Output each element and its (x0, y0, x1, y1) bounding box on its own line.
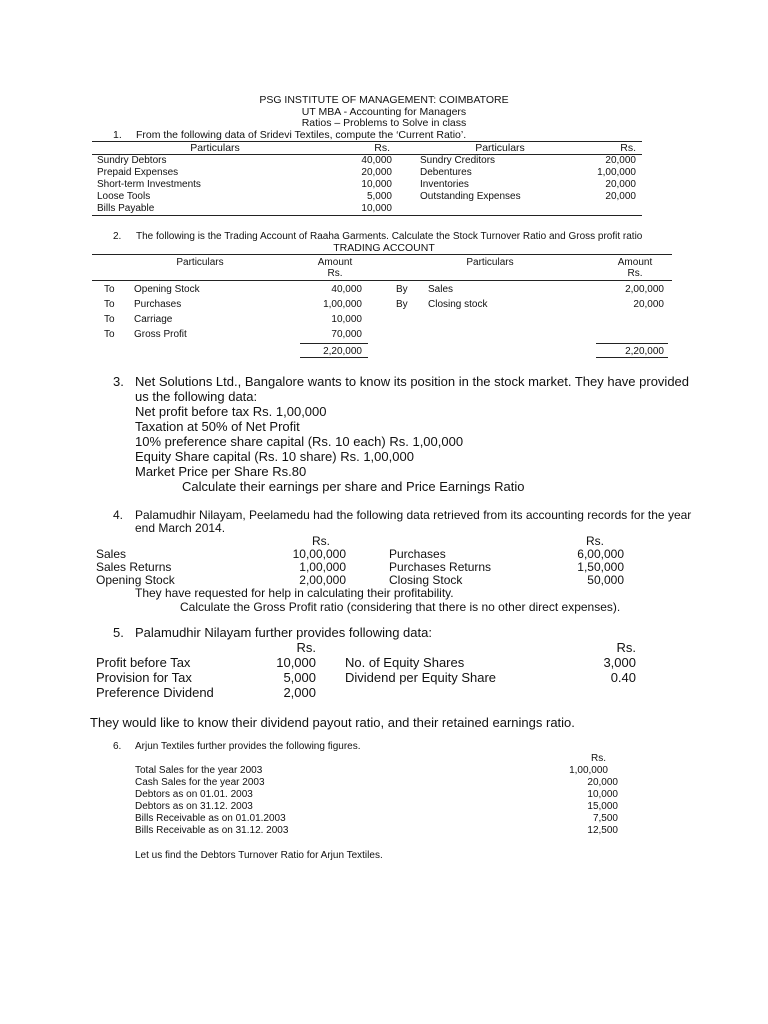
q2-col-particulars-right: Particulars (466, 257, 514, 268)
table-row-label: Carriage (134, 314, 173, 325)
q5-text: Palamudhir Nilayam further provides following data: (135, 625, 432, 640)
table-row-value: 0.40 (610, 670, 636, 685)
table-row-label: Purchases Returns (389, 560, 492, 574)
table-row-prefix: By (396, 284, 408, 295)
table-row-label: Debtors as on 01.01. 2003 (135, 789, 253, 800)
table-row-value: 2,000 (283, 685, 316, 700)
table-row-value: 1,00,000 (299, 560, 346, 574)
table-row-label: Opening Stock (134, 284, 200, 295)
course-title: UT MBA - Accounting for Managers (301, 106, 467, 118)
table-row-label: Dividend per Equity Share (345, 670, 497, 685)
table-row-label: Prepaid Expenses (97, 167, 179, 178)
table-row-label: Preference Dividend (96, 685, 214, 700)
table-row-value: 7,500 (592, 813, 618, 824)
table-row-value: 20,000 (587, 777, 618, 788)
q1-col-rs-right: Rs. (620, 142, 636, 154)
table-row-label: Total Sales for the year 2003 (135, 765, 263, 776)
table-row-value: 20,000 (633, 299, 664, 310)
table-row-label: Opening Stock (96, 573, 175, 587)
q3-item: 10% preference share capital (Rs. 10 each) Rs. 1,00,000 (135, 434, 464, 449)
q2-col-rs-right: Rs. (627, 268, 643, 279)
q5-task: They would like to know their dividend payout ratio, and their retained earnings ratio. (90, 715, 575, 730)
table-row-label: Loose Tools (97, 191, 151, 202)
q6-task: Let us find the Debtors Turnover Ratio for Arjun Textiles. (135, 850, 383, 861)
table-row-label: Bills Receivable as on 01.01.2003 (135, 813, 286, 824)
q2-col-rs-left: Rs. (327, 268, 343, 279)
q4-note: They have requested for help in calculating their profitability. (135, 586, 454, 600)
table-row-value: 1,00,000 (323, 299, 362, 310)
q5-col-rs-right: Rs. (616, 640, 636, 655)
q4-line-1: Palamudhir Nilayam, Peelamedu had the following data retrieved from its accounting records for the year (135, 508, 692, 522)
q2-col-amount-right: Amount (617, 257, 653, 268)
table-row-label: No. of Equity Shares (345, 655, 465, 670)
table-row-value: 20,000 (605, 191, 636, 202)
table-row-label: Purchases (389, 547, 446, 561)
table-row-label: Cash Sales for the year 2003 (135, 777, 265, 788)
q2-col-amount-left: Amount (317, 257, 353, 268)
table-row-value: 1,00,000 (569, 765, 608, 776)
table-row-label: Closing Stock (389, 573, 463, 587)
q5-col-rs-left: Rs. (296, 640, 316, 655)
table-row-label: Bills Payable (97, 203, 155, 214)
q3-number: 3. (113, 374, 124, 389)
table-row-value: 70,000 (331, 329, 362, 340)
table-row-value: 10,000 (331, 314, 362, 325)
q6-text: Arjun Textiles further provides the following figures. (135, 741, 361, 752)
table-row-value: 40,000 (361, 155, 392, 166)
q4-line-2: end March 2014. (135, 521, 226, 535)
topic-title: Ratios – Problems to Solve in class (301, 117, 467, 129)
table-row-value: 10,000 (361, 203, 392, 214)
table-row-label: Debentures (420, 167, 472, 178)
table-row-prefix: To (104, 284, 115, 295)
q2-number: 2. (113, 231, 122, 242)
table-row-prefix: To (104, 329, 115, 340)
table-row-label: Closing stock (428, 299, 488, 310)
table-row-value: 1,50,000 (577, 560, 624, 574)
table-row-label: Purchases (134, 299, 182, 310)
table-row-value: 2,00,000 (625, 284, 664, 295)
table-row-value: 10,000 (276, 655, 316, 670)
table-row-label: Short-term Investments (97, 179, 201, 190)
table-row-value: 10,00,000 (292, 547, 346, 561)
q3-item: Net profit before tax Rs. 1,00,000 (135, 404, 327, 419)
table-row-label: Sales Returns (96, 560, 172, 574)
table-row-value: 15,000 (587, 801, 618, 812)
q2-right-total: 2,20,000 (625, 346, 664, 357)
q3-item: Market Price per Share Rs.80 (135, 464, 307, 479)
institute-title: PSG INSTITUTE OF MANAGEMENT: COIMBATORE (259, 94, 509, 106)
q3-line-1: Net Solutions Ltd., Bangalore wants to know its position in the stock market. They have provided (135, 374, 690, 389)
table-row-label: Provision for Tax (96, 670, 192, 685)
q2-col-particulars-left: Particulars (176, 257, 224, 268)
table-row-label: Sundry Debtors (97, 155, 167, 166)
q3-line-2: us the following data: (135, 389, 258, 404)
table-row-prefix: By (396, 299, 408, 310)
table-row-label: Outstanding Expenses (420, 191, 521, 202)
table-row-label: Gross Profit (134, 329, 187, 340)
table-row-value: 3,000 (603, 655, 636, 670)
table-row-value: 2,00,000 (299, 573, 346, 587)
table-row-value: 10,000 (361, 179, 392, 190)
table-row-label: Bills Receivable as on 31.12. 2003 (135, 825, 289, 836)
table-row-value: 20,000 (361, 167, 392, 178)
q2-left-total: 2,20,000 (323, 346, 362, 357)
table-row-label: Profit before Tax (96, 655, 191, 670)
table-row-label: Sales (96, 547, 127, 561)
table-row-value: 50,000 (587, 573, 624, 587)
q1-number: 1. (113, 129, 122, 141)
table-row-label: Sales (428, 284, 454, 295)
table-row-value: 10,000 (587, 789, 618, 800)
q1-col-rs-left: Rs. (374, 142, 390, 154)
q3-item: Taxation at 50% of Net Profit (135, 419, 300, 434)
q4-number: 4. (113, 508, 124, 522)
q1-col-particulars-right: Particulars (475, 142, 525, 154)
q2-table-title: TRADING ACCOUNT (333, 242, 435, 254)
q2-text: The following is the Trading Account of Raaha Garments. Calculate the Stock Turnover Ratio and Gross profit ratio (136, 231, 643, 242)
table-row-value: 1,00,000 (597, 167, 636, 178)
table-row-value: 6,00,000 (577, 547, 624, 561)
q6-col-rs: Rs. (591, 753, 606, 764)
q5-number: 5. (113, 625, 124, 640)
q4-col-rs-left: Rs. (312, 534, 330, 548)
q1-text: From the following data of Sridevi Textiles, compute the ‘Current Ratio’. (136, 129, 467, 141)
table-row-label: Debtors as on 31.12. 2003 (135, 801, 253, 812)
table-row-label: Sundry Creditors (420, 155, 496, 166)
table-row-value: 20,000 (605, 155, 636, 166)
q4-col-rs-right: Rs. (586, 534, 604, 548)
table-row-value: 12,500 (587, 825, 618, 836)
table-row-value: 40,000 (331, 284, 362, 295)
q1-col-particulars-left: Particulars (190, 142, 240, 154)
table-row-value: 5,000 (283, 670, 316, 685)
table-row-label: Inventories (420, 179, 469, 190)
table-row-prefix: To (104, 299, 115, 310)
table-row-value: 5,000 (366, 191, 392, 202)
q3-task: Calculate their earnings per share and Price Earnings Ratio (182, 479, 525, 494)
table-row-value: 20,000 (605, 179, 636, 190)
q4-task: Calculate the Gross Profit ratio (considering that there is no other direct expenses). (180, 600, 621, 614)
q6-number: 6. (113, 741, 122, 752)
q3-item: Equity Share capital (Rs. 10 share) Rs. 1,00,000 (135, 449, 414, 464)
table-row-prefix: To (104, 314, 115, 325)
